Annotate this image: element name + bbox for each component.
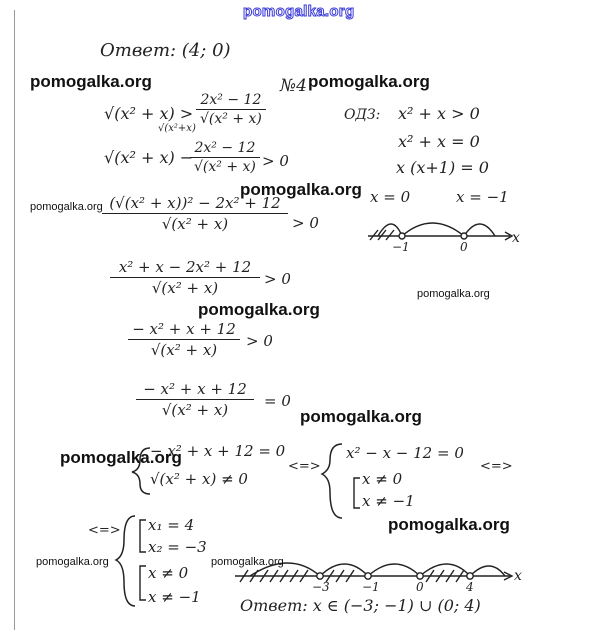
system2-brace (322, 444, 342, 518)
system3-bracket2 (140, 566, 146, 600)
fraction-bar (136, 399, 254, 400)
step2-right: > 0 (262, 152, 289, 170)
step4-right: > 0 (264, 270, 291, 288)
step5-numerator: − x² + x + 12 (132, 320, 236, 338)
odz-line3: x (x+1) = 0 (396, 158, 489, 177)
numline-label-minus3: −3 (312, 580, 330, 594)
odz-label: ОДЗ: (344, 107, 381, 123)
system3-line3: x ≠ 0 (148, 564, 189, 582)
watermark-top: pomogalka.org (243, 3, 355, 20)
odz-line2: x² + x = 0 (398, 132, 480, 151)
step5-denominator: √(x² + x) (150, 341, 218, 359)
step1-left: √(x² + x) > (104, 104, 194, 123)
final-answer: Ответ: x ∈ (−3; −1) ∪ (0; 4) (240, 596, 481, 615)
watermark: pomogalka.org (30, 201, 103, 213)
system3-line4: x ≠ −1 (148, 588, 201, 606)
step2-left: √(x² + x) − (104, 148, 194, 167)
odz-root-a: x = 0 (370, 188, 411, 206)
step1-numerator: 2x² − 12 (200, 92, 262, 108)
watermark: pomogalka.org (211, 556, 284, 568)
odz-axis-label-minus1: −1 (392, 240, 410, 254)
system2-line1: x² − x − 12 = 0 (346, 444, 464, 462)
numline-label-minus1: −1 (362, 580, 380, 594)
watermark: pomogalka.org (198, 300, 320, 319)
odz-number-line (368, 223, 512, 240)
system1-equiv: <=> (288, 459, 321, 474)
step6-right: = 0 (264, 392, 291, 410)
system3-line1: x₁ = 4 (148, 516, 195, 534)
step1-fraction (196, 92, 266, 127)
watermark: pomogalka.org (60, 448, 182, 467)
step2-numerator: 2x² − 12 (194, 140, 256, 156)
odz-axis-label-0: 0 (460, 240, 468, 254)
numline-label-x: x (514, 568, 522, 584)
watermark: pomogalka.org (388, 515, 510, 534)
step6-numerator: − x² + x + 12 (143, 380, 247, 398)
watermark: pomogalka.org (417, 288, 490, 300)
step4-fraction (110, 258, 260, 297)
step1-overwrite: √(x²+x) (158, 123, 196, 134)
watermark: pomogalka.org (30, 72, 152, 91)
step4-numerator: x² + x − 2x² + 12 (118, 258, 252, 276)
system3-line2: x₂ = −3 (148, 538, 207, 556)
odz-line1: x² + x > 0 (398, 104, 480, 123)
odz-root-b: x = −1 (456, 188, 509, 206)
fraction-bar (110, 277, 260, 278)
step3-fraction (102, 194, 288, 233)
numline-label-4: 4 (466, 580, 474, 594)
step5-fraction (128, 320, 240, 359)
step4-denominator: √(x² + x) (151, 279, 219, 297)
step5-right: > 0 (246, 332, 273, 350)
system2-line2: x ≠ 0 (362, 470, 403, 488)
fraction-bar (196, 109, 266, 110)
system3-equiv: <=> (88, 523, 121, 538)
watermark: pomogalka.org (240, 180, 362, 199)
step6-fraction (136, 380, 254, 419)
system1-line1: − x² + x + 12 = 0 (150, 442, 286, 460)
step1-denominator: √(x² + x) (200, 111, 262, 127)
fraction-bar (190, 157, 260, 158)
watermark: pomogalka.org (300, 407, 422, 426)
fraction-bar (128, 339, 240, 340)
step6-denominator: √(x² + x) (161, 401, 229, 419)
step3-right: > 0 (292, 214, 319, 232)
system2-bracket (354, 478, 360, 508)
step2-denominator: √(x² + x) (194, 159, 256, 175)
watermark: pomogalka.org (308, 72, 430, 91)
step3-denominator: √(x² + x) (161, 215, 229, 233)
step2-fraction (190, 140, 260, 175)
watermark: pomogalka.org (36, 556, 109, 568)
numline-label-0: 0 (416, 580, 424, 594)
system2-equiv: <=> (480, 459, 513, 474)
step3-numerator: (√(x² + x))² − 2x² + 12 (109, 194, 281, 212)
system1-line2: √(x² + x) ≠ 0 (150, 470, 248, 488)
fraction-bar (102, 213, 288, 214)
system2-line3: x ≠ −1 (362, 492, 415, 510)
problem-number: №4 (280, 76, 307, 96)
previous-answer: Ответ: (4; 0) (100, 40, 231, 61)
system3-bracket1 (140, 520, 146, 552)
odz-axis-label-x: x (512, 230, 520, 246)
